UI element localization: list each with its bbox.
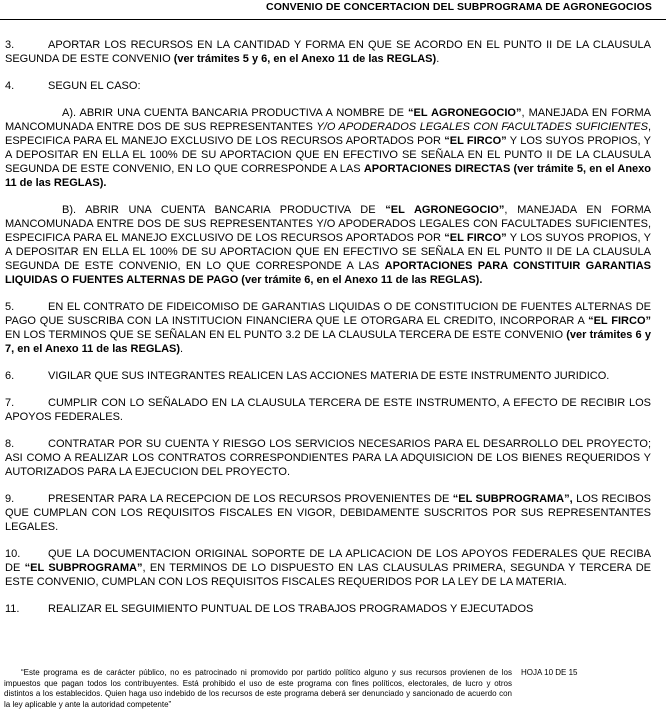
item-4a: A). ABRIR UNA CUENTA BANCARIA PRODUCTIVA A NOMBRE DE “EL AGRONEGOCIO”, MANEJADA EN FORMA MANCOMUNADA ENTRE DOS DE SUS REPRESENTANTES Y/O APODERADOS LEGALES CON FACULTADES SUFICIENTES, ESPECIFICA PARA EL MANEJO EXCLUSIVO DE LOS RECURSOS APORTADOS POR “EL FIRCO” Y LOS SUYOS PROPIOS, Y A DEPOSITAR EN ELLA EL 100% DE SU APORTACION QUE EN EFECTIVO SE SEÑALA EN EL PUNTO II DE LA CLAUSULA SEGUNDA DE ESTE CONVENIO, EN LO QUE CORRESPONDE A LAS APORTACIONES DIRECTAS (ver trámite 5, en el Anexo 11 de las REGLAS). — [5, 107, 652, 189]
page-number: HOJA 10 DE 15 — [521, 668, 578, 677]
item-number: 7. — [5, 397, 15, 409]
item-number: 9. — [5, 493, 15, 505]
item-6: 6. VIGILAR QUE SUS INTEGRANTES REALICEN LAS ACCIONES MATERIA DE ESTE INSTRUMENTO JURIDICO. — [5, 370, 610, 382]
page-footer — [4, 668, 654, 712]
item-number: 3. — [5, 39, 15, 51]
item-number: 5. — [5, 301, 15, 313]
item-11: 11. REALIZAR EL SEGUIMIENTO PUNTUAL DE LOS TRABAJOS PROGRAMADOS Y EJECUTADOS — [5, 603, 534, 615]
item-9: 9. PRESENTAR PARA LA RECEPCION DE LOS RECURSOS PROVENIENTES DE “EL SUBPROGRAMA”, LOS RECIBOS QUE CUMPLAN CON LOS REQUISITOS FISCALES EN VIGOR, DEBIDAMENTE SUSCRITOS POR SUS REPRESENTANTES LEGALES. — [5, 493, 651, 533]
item-number: 10. — [5, 548, 21, 560]
item-8: 8. CONTRATAR POR SU CUENTA Y RIESGO LOS SERVICIOS NECESARIOS PARA EL DESARROLLO DEL PROYECTO; ASI COMO A REALIZAR LOS CONTRATOS CORRESPONDIENTES PARA LA ADQUISICION DE LOS BIENES REQUERIDOS Y AUTORIZADOS PARA LA EJECUCION DEL PROYECTO. — [5, 438, 651, 478]
item-10: 10. QUE LA DOCUMENTACION ORIGINAL SOPORTE DE LA APLICACION DE LOS APOYOS FEDERALES QUE RECIBA DE “EL SUBPROGRAMA”, EN TERMINOS DE LO DISPUESTO EN LAS CLAUSULAS PRIMERA, SEGUNDA Y TERCERA DE ESTE CONVENIO, CUMPLAN CON LOS REQUISITOS FISCALES REQUERIDOS POR LA LEY DE LA MATERIA. — [5, 548, 651, 588]
item-4b: B). ABRIR UNA CUENTA BANCARIA PRODUCTIVA DE “EL AGRONEGOCIO”, MANEJADA EN FORMA MANCOMUNADA ENTRE DOS DE SUS REPRESENTANTES Y/O APODERADOS LEGALES CON FACULTADES SUFICIENTES, ESPECIFICA PARA EL MANEJO EXCLUSIVO DE LOS RECURSOS APORTADOS POR “EL FIRCO” Y LOS SUYOS PROPIOS, Y A DEPOSITAR EN ELLA EL 100% DE SU APORTACION QUE EN EFECTIVO SE SEÑALA EN EL PUNTO II DE LA CLAUSULA SEGUNDA DE ESTE CONVENIO, EN LO QUE CORRESPONDE A LAS APORTACIONES PARA CONSTITUIR GARANTIAS LIQUIDAS O FUENTES ALTERNAS DE PAGO (ver trámite 6, en el Anexo 11 de las REGLAS). — [5, 204, 652, 286]
item-number: 11. — [5, 603, 20, 615]
item-5: 5. EN EL CONTRATO DE FIDEICOMISO DE GARANTIAS LIQUIDAS O DE CONSTITUCION DE FUENTES ALTERNAS DE PAGO QUE SUSCRIBA CON LA INSTITUCION FINANCIERA QUE LE OTORGARA EL CREDITO, INCORPORAR A “EL FIRCO” EN LOS TERMINOS QUE SE SEÑALAN EN EL PUNTO 3.2 DE LA CLAUSULA TERCERA DE ESTE CONVENIO (ver trámites 6 y 7, en el Anexo 11 de las REGLAS). — [5, 301, 651, 355]
item-number: 8. — [5, 438, 15, 450]
item-3: 3. APORTAR LOS RECURSOS EN LA CANTIDAD Y FORMA EN QUE SE ACORDO EN EL PUNTO II DE LA CLAUSULA SEGUNDA DE ESTE CONVENIO (ver trámites 5 y 6, en el Anexo 11 de las REGLAS). — [5, 39, 651, 65]
item-number: 6. — [5, 370, 15, 382]
page-header — [0, 0, 666, 20]
item-number: 4. — [5, 80, 15, 92]
footer-legal-note: “Este programa es de carácter público, no es patrocinado ni promovido por partido político alguno y sus recursos provienen de los impuestos que pagan todos los contribuyentes. Está prohibido el uso de este programa con fines políticos, electorales, de lucro y otros distintos a los establecidos. Quien haga uso indebido de los recursos de este programa deberá ser denunciado y sancionado de acuerdo con la ley aplicable y ante la autoridad competente” — [4, 668, 512, 709]
document-body — [5, 38, 651, 629]
item-7: 7. CUMPLIR CON LO SEÑALADO EN LA CLAUSULA TERCERA DE ESTE INSTRUMENTO, A EFECTO DE RECIBIR LOS APOYOS FEDERALES. — [5, 397, 651, 423]
header-title: CONVENIO DE CONCERTACION DEL SUBPROGRAMA DE AGRONEGOCIOS — [266, 1, 652, 13]
item-4: 4. SEGUN EL CASO: — [5, 80, 141, 92]
